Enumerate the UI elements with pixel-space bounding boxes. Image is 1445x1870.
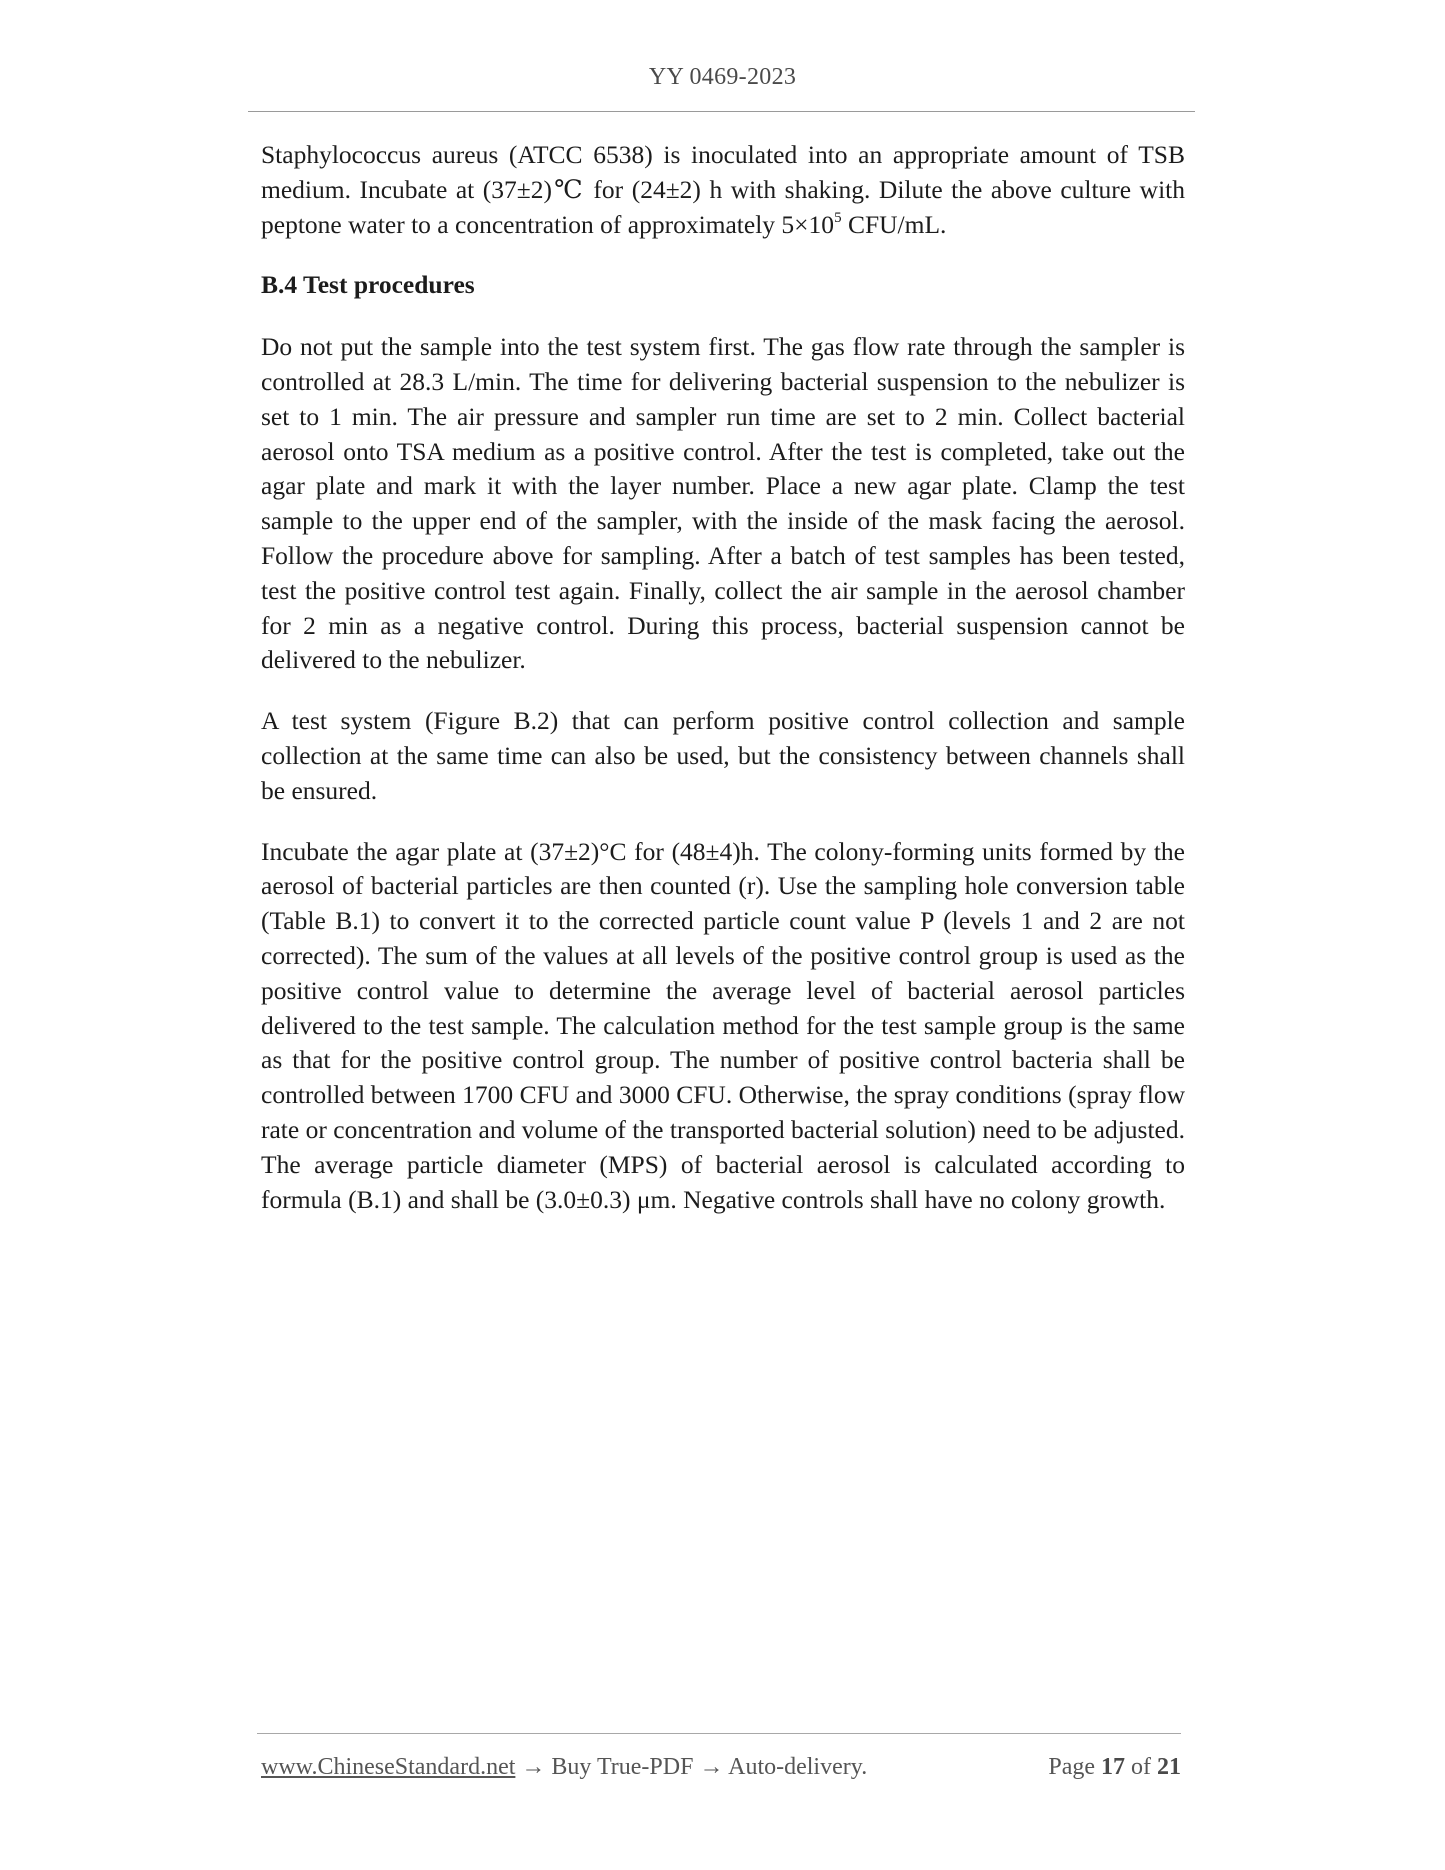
total-page-count: 21: [1157, 1754, 1181, 1780]
footer-promo: [261, 1754, 867, 1781]
document-header-id: YY 0469-2023: [648, 64, 797, 90]
page-of-label: of: [1131, 1754, 1151, 1780]
paragraph-test-procedure: Do not put the sample into the test system first. The gas flow rate through the sampler is controlled at 28.3 L/min. The time for delivering bacterial suspension to the nebulizer is set to 1 min. The air pressure and sampler run time are set to 2 min. Collect bacterial aerosol onto TSA medium as a positive control. After the test is completed, take out the agar plate and mark it with the layer number. Place a new agar plate. Clamp the test sample to the upper end of the sampler, with the inside of the mask facing the aerosol. Follow the procedure above for sampling. After a batch of test samples has been tested, test the positive control test again. Finally, collect the air sample in the aerosol chamber for 2 min as a negative control. During this process, bacterial suspension cannot be delivered to the nebulizer.: [261, 332, 1185, 675]
footer-divider: [257, 1733, 1181, 1734]
paragraph-culture-prep: [261, 138, 1185, 242]
footer-promo-text: → Buy True-PDF → Auto-delivery.: [515, 1754, 868, 1780]
paragraph-culture-prep-unit: CFU/mL.: [841, 209, 947, 239]
paragraph-culture-prep-text: Staphylococcus aureus (ATCC 6538) is inoculated into an appropriate amount of TSB medium. Incubate at (37±2)℃ for (24±2) h with shaking. Dilute the above culture with peptone water to a concentration of approximately 5×10: [261, 140, 1185, 239]
section-heading: B.4 Test procedures: [261, 270, 475, 300]
header-divider: [248, 111, 1195, 112]
paragraph-incubation: Incubate the agar plate at (37±2)°C for (48±4)h. The colony-forming units formed by the aerosol of bacterial particles are then counted (r). Use the sampling hole conversion table (Table B.1) to convert it to the corrected particle count value P (levels 1 and 2 are not corrected). The sum of the values at all levels of the positive control group is used as the positive control value to determine the average level of bacterial aerosol particles delivered to the test sample. The calculation method for the test sample group is the same as that for the positive control group. The number of positive control bacteria shall be controlled between 1700 CFU and 3000 CFU. Otherwise, the spray conditions (spray flow rate or concentration and volume of the transported bacterial solution) need to be adjusted. The average particle diameter (MPS) of bacterial aerosol is calculated according to formula (B.1) and shall be (3.0±0.3) μm. Negative controls shall have no colony growth.: [261, 836, 1185, 1214]
exponent: 5: [834, 210, 842, 227]
paragraph-alternate-system: A test system (Figure B.2) that can perform positive control collection and sample collection at the same time can also be used, but the consistency between channels shall be ensured.: [261, 706, 1185, 805]
document-body: [261, 138, 1185, 1243]
website-link[interactable]: www.ChineseStandard.net: [261, 1754, 516, 1780]
page-label: Page: [1048, 1754, 1095, 1780]
current-page-number: 17: [1101, 1754, 1125, 1780]
page-indicator: [1048, 1754, 1181, 1781]
